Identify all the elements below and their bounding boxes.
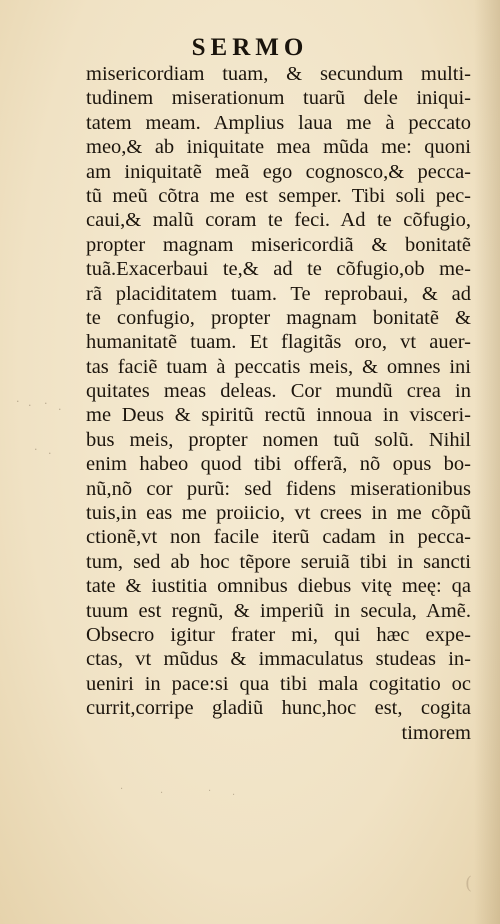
text-line: humanitatẽ tuam. Et flagitãs oro, vt auer- (86, 331, 471, 354)
text-line: currit,corripe gladiũ hunc,hoc est, cogita (86, 697, 471, 720)
text-line: tudinem miserationum tuarũ dele iniqui- (86, 87, 471, 110)
text-line: misericordiam tuam, & secundum multi- (86, 63, 471, 85)
catchword: timorem (401, 721, 471, 744)
page-edge-shadow (474, 0, 500, 924)
text-line: te confugio, propter magnam bonitatẽ & (86, 306, 471, 329)
sermon-text-block (86, 62, 471, 745)
text-line: ctas, vt mũdus & immaculatus studeas in- (86, 648, 471, 671)
text-line: ctionẽ,vt non facile iterũ cadam in pecca- (86, 526, 471, 549)
text-line: Obsecro igitur frater mi, qui hæc expe- (86, 623, 471, 646)
text-line: tuã.Exacerbaui te,& ad te cõfugio,ob me- (86, 258, 471, 281)
ink-speck: · (28, 399, 32, 412)
ink-speck: · (58, 403, 62, 416)
text-line: propter magnam misericordiã & bonitatẽ (86, 233, 471, 256)
text-line: am iniquitatẽ meã ego cognosco,& pecca- (86, 160, 471, 183)
text-line: tas faciẽ tuam à peccatis meis, & omnes ini (86, 355, 471, 378)
text-line: quitates meas deleas. Cor mundũ crea in (86, 380, 471, 403)
bleed-through-marks (120, 782, 270, 802)
ink-speck: · (44, 397, 48, 410)
ink-speck: · (48, 447, 52, 460)
ink-speck: · (34, 443, 38, 456)
text-line: meo,& ab iniquitate mea mũda me: quoni (86, 136, 471, 159)
text-line: caui,& malũ coram te feci. Ad te cõfugio, (86, 209, 471, 232)
text-line: tatem meam. Amplius laua me à peccato (86, 111, 471, 134)
text-line: rã placiditatem tuam. Te reprobaui, & ad (86, 282, 471, 305)
ink-speck: · (120, 784, 124, 795)
ink-speck: · (208, 786, 212, 797)
ink-speck: · (160, 788, 164, 799)
text-line: ueniri in pace:si qua tibi mala cogitatio oc (86, 672, 471, 695)
text-line: tuis,in eas me proiicio, vt crees in me cõpũ (86, 502, 471, 525)
running-header: SERMO (191, 34, 309, 61)
text-line: tũ meũ cõtra me est semper. Tibi soli pec- (86, 184, 471, 207)
text-line: tuum est regnũ, & imperiũ in secula, Amẽ. (86, 599, 471, 622)
margin-smudges (14, 395, 74, 465)
text-line: enim habeo quod tibi offerã, nõ opus bo- (86, 453, 471, 476)
text-line: tate & iustitia omnibus diebus vitę meę: qa (86, 575, 471, 598)
ink-speck: · (16, 395, 20, 408)
text-line: nũ,nõ cor purũ: sed fidens miserationibus (86, 477, 471, 500)
text-line: bus meis, propter nomen tuũ solũ. Nihil (86, 428, 471, 451)
text-line: tum, sed ab hoc tẽpore seruiã tibi in sancti (86, 550, 471, 573)
ink-speck: · (232, 790, 236, 801)
text-line: me Deus & spiritũ rectũ innoua in visceri- (86, 404, 471, 427)
paper-blemish: ( (464, 873, 472, 894)
